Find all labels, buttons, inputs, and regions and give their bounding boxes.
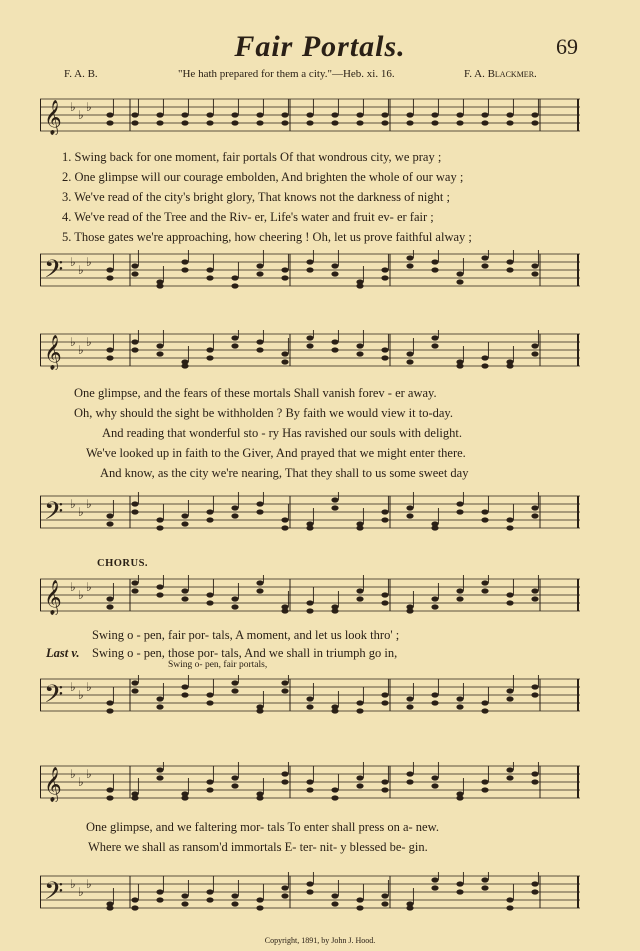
treble-staff-2 [40,330,580,370]
composer-name: F. A. Blackmer. [464,68,537,80]
staff-drawing [40,675,580,715]
hymn-title: Fair Portals. [234,30,406,63]
verse-line: One glimpse, and the fears of these mortals Shall vanish forev - er away. [74,386,437,400]
svg-text:♭: ♭ [70,255,76,269]
scripture-reference: "He hath prepared for them a city."—Heb. xi. 16. [178,68,395,80]
svg-text:♭: ♭ [78,588,84,602]
svg-text:♭: ♭ [70,877,76,891]
bass-staff-3 [40,675,580,715]
svg-text:♭: ♭ [78,108,84,122]
verse-line: And reading that wonderful sto - ry Has ravished our souls with delight. [102,426,463,440]
svg-text:♭: ♭ [70,497,76,511]
verse-line: 3. We've read of the city's bright glory, That knows not the darkness of night ; [62,190,450,204]
treble-staff-3 [40,575,580,615]
svg-text:♭: ♭ [86,497,92,511]
svg-text:♭: ♭ [78,775,84,789]
staff-drawing [40,762,580,802]
final-line: One glimpse, and we faltering mor- tals To enter shall press on a- new. [86,820,439,834]
svg-text:♭: ♭ [86,877,92,891]
verse-line: Oh, why should the sight be withholden ? By faith we would view it to-day. [74,406,453,420]
svg-text:♭: ♭ [78,505,84,519]
staff-drawing [40,330,580,370]
svg-text:𝄞: 𝄞 [44,335,62,370]
svg-text:♭: ♭ [86,580,92,594]
svg-text:♭: ♭ [78,343,84,357]
treble-staff-1 [40,95,580,135]
svg-text:♭: ♭ [78,885,84,899]
svg-text:♭: ♭ [70,767,76,781]
svg-text:♭: ♭ [70,680,76,694]
page-number: 69 [556,34,578,59]
svg-text:♭: ♭ [78,688,84,702]
last-verse-label: Last v. [46,646,80,660]
bass-staff-2 [40,492,580,532]
svg-text:𝄢: 𝄢 [44,680,64,715]
staff-drawing [40,575,580,615]
staff-drawing [40,872,580,912]
svg-text:𝄢: 𝄢 [44,877,64,912]
svg-text:𝄢: 𝄢 [44,255,64,290]
final-line: Where we shall as ransom'd immortals E- ter- nit- y blessed be- gin. [88,840,428,854]
svg-text:𝄢: 𝄢 [44,497,64,532]
svg-text:♭: ♭ [70,580,76,594]
svg-text:♭: ♭ [86,767,92,781]
svg-text:♭: ♭ [86,335,92,349]
svg-text:𝄞: 𝄞 [44,100,62,135]
bass-staff-1 [40,250,580,290]
svg-text:♭: ♭ [86,100,92,114]
chorus-line: Swing o - pen, fair por- tals, A moment, and let us look thro' ; [92,628,400,642]
svg-text:𝄞: 𝄞 [44,767,62,802]
verse-line: 2. One glimpse will our courage embolden, And brighten the whole of our way ; [62,170,464,184]
svg-text:♭: ♭ [86,255,92,269]
chorus-line: Swing o - pen, those por- tals, And we shall in triumph go in, [92,646,398,660]
staff-drawing [40,492,580,532]
bass-staff-4 [40,872,580,912]
verse-line: 4. We've read of the Tree and the Riv- er, Life's water and fruit ev- er fair ; [62,210,434,224]
chorus-label: CHORUS. [97,558,149,569]
svg-text:♭: ♭ [78,263,84,277]
verse-line: 1. Swing back for one moment, fair portals Of that wondrous city, we pray ; [62,150,442,164]
verse-line: And know, as the city we're nearing, That they shall to us some sweet day [100,466,469,480]
svg-text:♭: ♭ [70,100,76,114]
verse-line: We've looked up in faith to the Giver, And prayed that we might enter there. [86,446,466,460]
svg-text:𝄞: 𝄞 [44,580,62,615]
bass-cue-lyrics: Swing o- pen, fair portals, [168,660,268,670]
copyright-notice: Copyright, 1891, by John J. Hood. [264,936,376,945]
staff-drawing [40,95,580,135]
staff-drawing [40,250,580,290]
verse-line: 5. Those gates we're approaching, how cheering ! Oh, let us prove faithful alway ; [62,230,472,244]
svg-text:♭: ♭ [70,335,76,349]
treble-staff-4 [40,762,580,802]
svg-text:♭: ♭ [86,680,92,694]
composer-initials: F. A. B. [64,68,98,80]
